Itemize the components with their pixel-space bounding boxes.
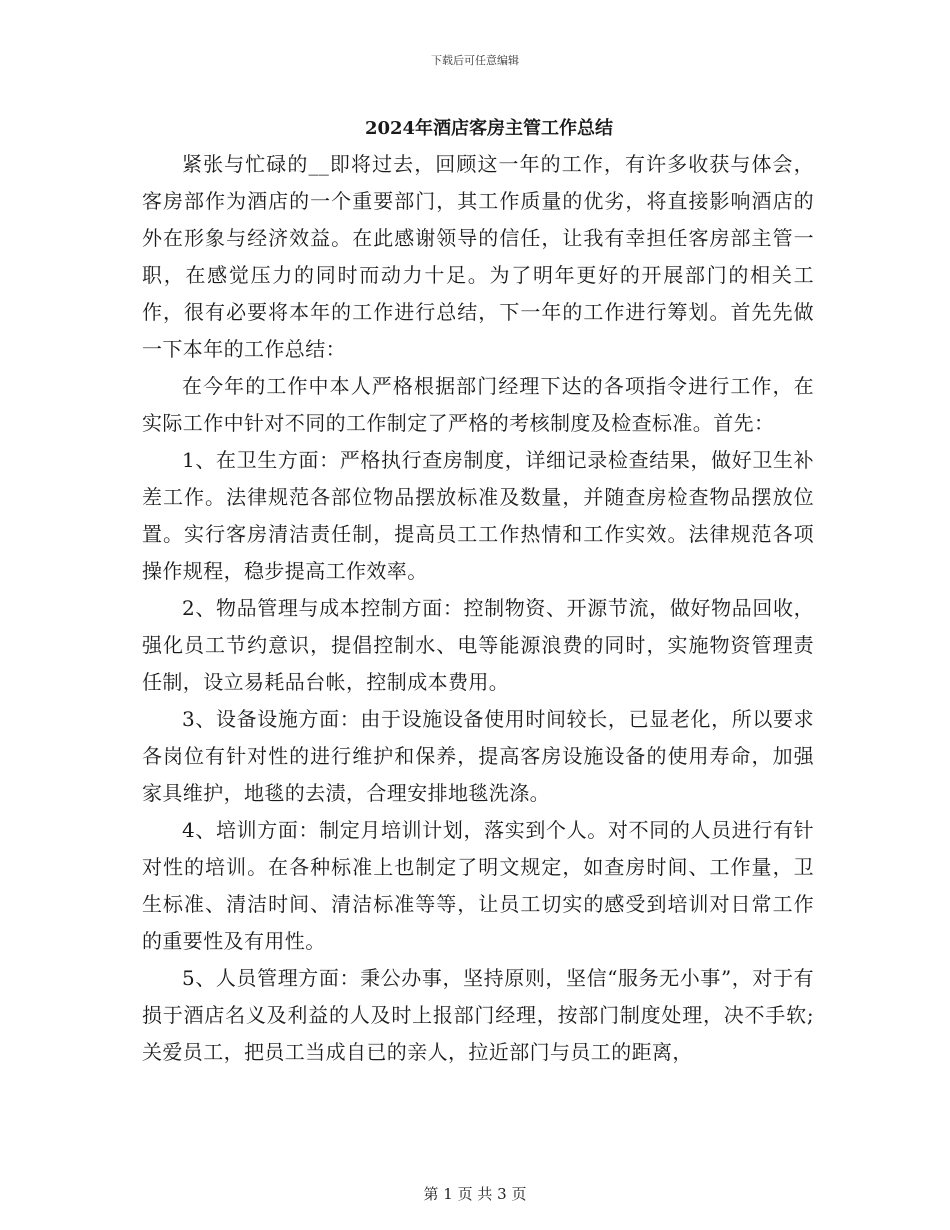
document-body xyxy=(142,146,814,1071)
paragraph-intro: 紧张与忙碌的__即将过去，回顾这一年的工作，有许多收获与体会，客房部作为酒店的一个重要部门，其工作质量的优劣，将直接影响酒店的外在形象与经济效益。在此感谢领导的信任，让我有幸担任客房部主管一职，在感觉压力的同时而动力十足。为了明年更好的开展部门的相关工作，很有必要将本年的工作进行总结，下一年的工作进行筹划。首先先做一下本年的工作总结： xyxy=(142,152,814,361)
document-title: 2024年酒店客房主管工作总结 xyxy=(364,118,614,139)
paragraph-overview: 在今年的工作中本人严格根据部门经理下达的各项指令进行工作，在实际工作中针对不同的工作制定了严格的考核制度及检查标准。首先： xyxy=(142,374,814,435)
page-number-footer: 第 1 页 共 3 页 xyxy=(423,1185,527,1203)
paragraph-hygiene: 1、在卫生方面：严格执行查房制度，详细记录检查结果，做好卫生补差工作。法律规范各部位物品摆放标准及数量，并随查房检查物品摆放位置。实行客房清洁责任制，提高员工工作热情和工作实效。法律规范各项操作规程，稳步提高工作效率。 xyxy=(142,448,814,583)
paragraph-cost-control: 2、物品管理与成本控制方面：控制物资、开源节流，做好物品回收，强化员工节约意识，提倡控制水、电等能源浪费的同时，实施物资管理责任制，设立易耗品台帐，控制成本费用。 xyxy=(142,596,814,694)
paragraph-training: 4、培训方面：制定月培训计划，落实到个人。对不同的人员进行有针对性的培训。在各种标准上也制定了明文规定，如查房时间、工作量，卫生标准、清洁时间、清洁标准等等，让员工切实的感受到培训对日常工作的重要性及有用性。 xyxy=(142,818,814,953)
paragraph-facilities: 3、设备设施方面：由于设施设备使用时间较长，已显老化，所以要求各岗位有针对性的进行维护和保养，提高客房设施设备的使用寿命，加强家具维护，地毯的去渍，合理安排地毯洗涤。 xyxy=(142,707,814,805)
paragraph-staff-management: 5、人员管理方面：秉公办事，坚持原则，坚信“服务无小事”，对于有损于酒店名义及利益的人及时上报部门经理，按部门制度处理，决不手软;关爱员工，把员工当成自已的亲人，拉近部门与员工的距离， xyxy=(142,966,814,1064)
header-note: 下载后可任意编辑 xyxy=(431,54,519,67)
